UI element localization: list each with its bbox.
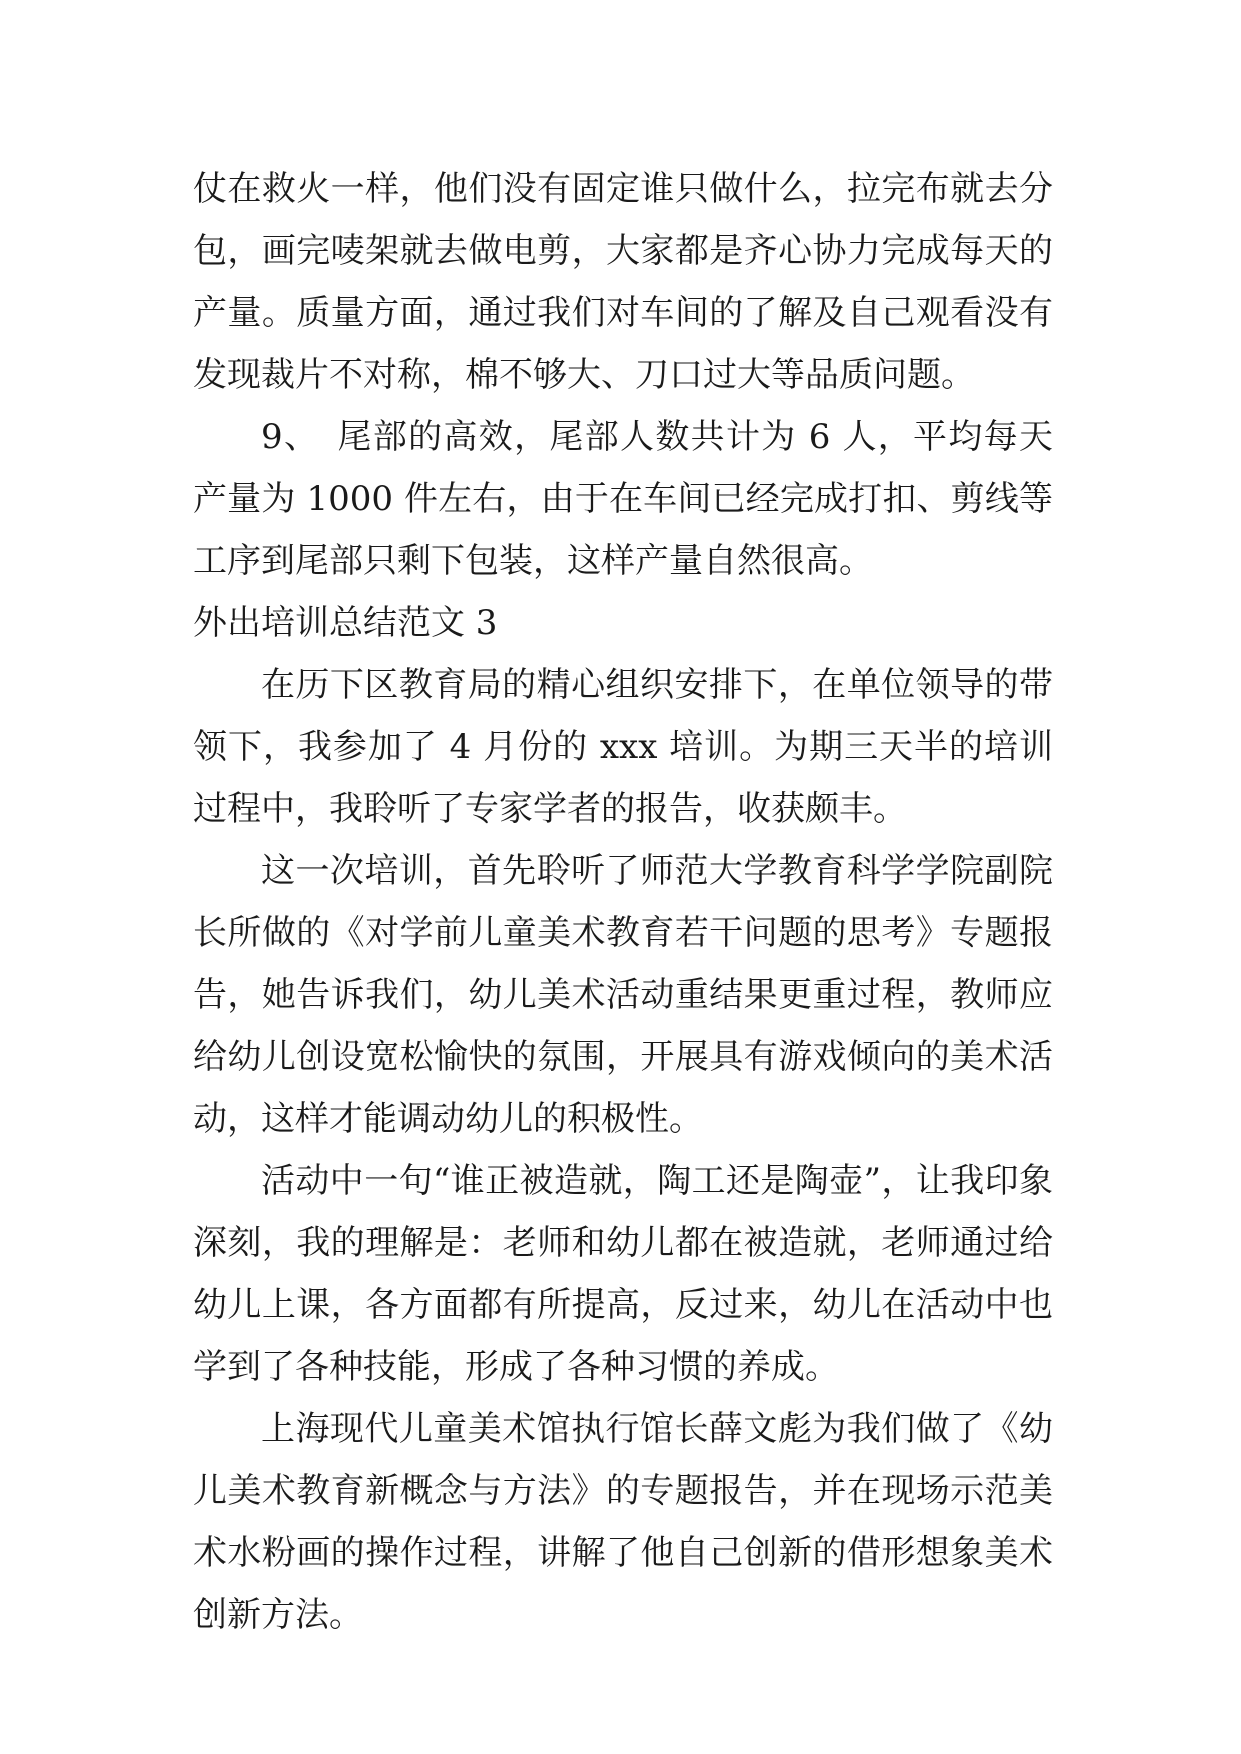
paragraph-second-report: 上海现代儿童美术馆执行馆长薛文彪为我们做了《幼儿美术教育新概念与方法》的专题报告，并在现场示范美术水粉画的操作过程，讲解了他自己创新的借形想象美术创新方法。 (193, 1409, 1053, 1635)
paragraph-first-report: 这一次培训，首先聆听了师范大学教育科学学院副院长所做的《对学前儿童美术教育若干问题的思考》专题报告，她告诉我们，幼儿美术活动重结果更重过程，教师应给幼儿创设宽松愉快的氛围，开展具有游戏倾向的美术活动，这样才能调动幼儿的积极性。 (193, 851, 1053, 1139)
section-heading: 外出培训总结范文 3 (193, 603, 498, 643)
paragraph-item-9: 9、 尾部的高效，尾部人数共计为 6 人，平均每天产量为 1000 件左右，由于在车间已经完成打扣、剪线等工序到尾部只剩下包装，这样产量自然很高。 (193, 417, 1053, 581)
paragraph-intro: 在历下区教育局的精心组织安排下，在单位领导的带领下，我参加了 4 月份的 xxx 培训。为期三天半的培训过程中，我聆听了专家学者的报告，收获颇丰。 (193, 665, 1053, 829)
document-body (193, 158, 1053, 1646)
paragraph-continued: 仗在救火一样，他们没有固定谁只做什么，拉完布就去分包，画完唛架就去做电剪，大家都是齐心协力完成每天的产量。质量方面，通过我们对车间的了解及自己观看没有发现裁片不对称，棉不够大、刀口过大等品质问题。 (193, 169, 1053, 395)
paragraph-quote: 活动中一句“谁正被造就，陶工还是陶壶”，让我印象深刻，我的理解是：老师和幼儿都在被造就，老师通过给幼儿上课，各方面都有所提高，反过来，幼儿在活动中也学到了各种技能，形成了各种习惯的养成。 (193, 1161, 1053, 1387)
